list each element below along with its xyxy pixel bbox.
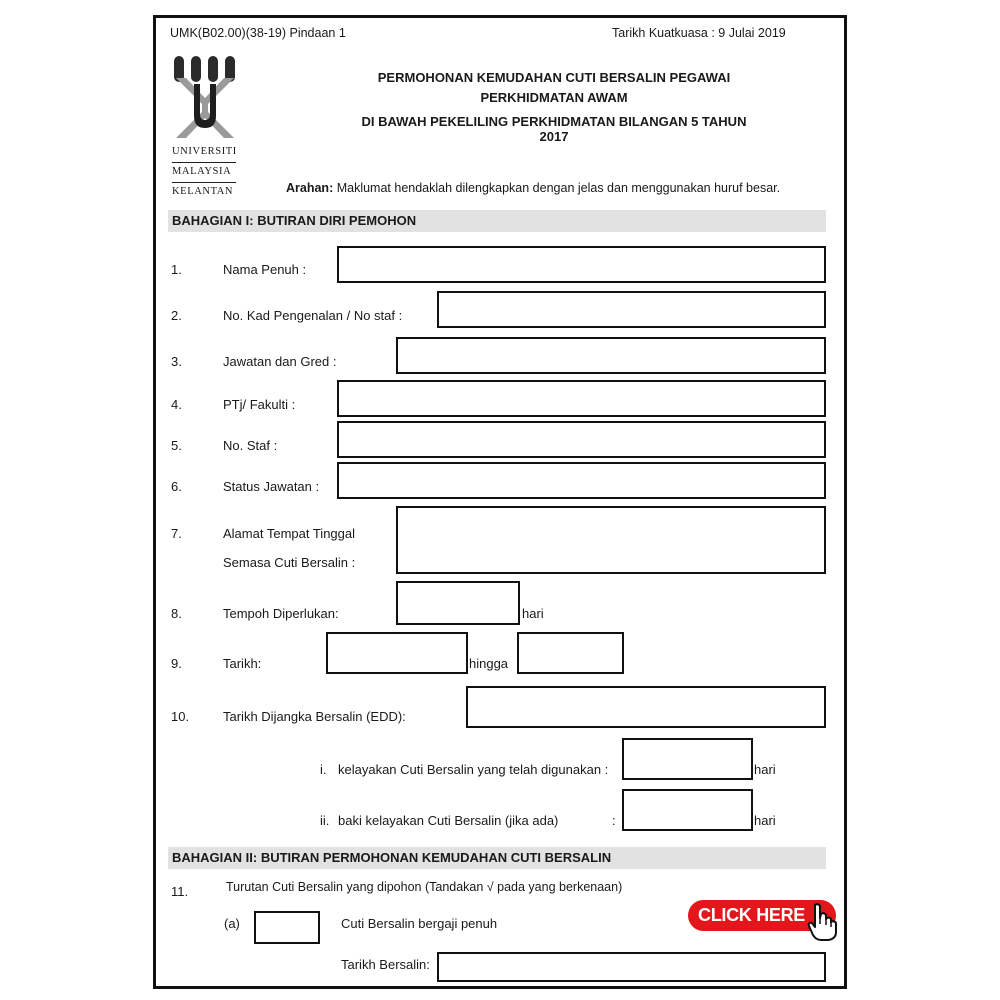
remaining-entitlement-label: baki kelayakan Cuti Bersalin (jika ada) xyxy=(338,813,559,828)
full-name-label: Nama Penuh : xyxy=(223,262,307,277)
staff-number-label: No. Staf : xyxy=(223,438,278,453)
duration-unit: hari xyxy=(522,606,544,621)
faculty-label: PTj/ Fakulti : xyxy=(223,397,296,412)
instruction xyxy=(286,181,780,195)
form-title-line-1: PERMOHONAN KEMUDAHAN CUTI BERSALIN PEGAWAI xyxy=(377,70,731,85)
section-1-header xyxy=(168,210,826,232)
logo-divider xyxy=(172,162,236,163)
duration-label: Tempoh Diperlukan: xyxy=(223,606,339,621)
used-entitlement-label: kelayakan Cuti Bersalin yang telah digunakan : xyxy=(338,762,609,777)
field-number: 7. xyxy=(171,526,182,541)
start-date-input[interactable] xyxy=(326,632,468,674)
full-pay-leave-text: Cuti Bersalin bergaji penuh xyxy=(341,916,498,931)
birth-date-input[interactable] xyxy=(437,952,826,982)
field-number: 8. xyxy=(171,606,182,621)
field-number: 9. xyxy=(171,656,182,671)
logo-text-kelantan: KELANTAN xyxy=(172,186,234,197)
address-label-line-2: Semasa Cuti Bersalin : xyxy=(223,555,356,570)
logo-divider xyxy=(172,182,236,183)
field-number: 2. xyxy=(171,308,182,323)
position-status-input[interactable] xyxy=(337,462,826,499)
form-title-line-3: DI BAWAH PEKELILING PERKHIDMATAN BILANGAN 5 TAHUN 2017 xyxy=(361,114,747,144)
position-grade-label: Jawatan dan Gred : xyxy=(223,354,337,369)
ic-number-input[interactable] xyxy=(437,291,826,328)
date-label: Tarikh: xyxy=(223,656,262,671)
option-a-label: (a) xyxy=(224,916,240,931)
form-page xyxy=(153,15,847,989)
edd-input[interactable] xyxy=(466,686,826,728)
position-status-label: Status Jawatan : xyxy=(223,479,320,494)
field-number: 4. xyxy=(171,397,182,412)
instruction-text: Maklumat hendaklah dilengkapkan dengan jelas dan menggunakan huruf besar. xyxy=(336,181,781,195)
field-number: 11. xyxy=(171,884,189,899)
sub-item-i-number: i. xyxy=(320,762,327,777)
faculty-input[interactable] xyxy=(337,380,826,417)
full-name-input[interactable] xyxy=(337,246,826,283)
effective-date: Tarikh Kuatkuasa : 9 Julai 2019 xyxy=(612,26,786,40)
click-here-label: CLICK HERE xyxy=(698,905,806,925)
edd-label: Tarikh Dijangka Bersalin (EDD): xyxy=(223,709,406,724)
field-number: 3. xyxy=(171,354,182,369)
logo-text-malaysia: MALAYSIA xyxy=(172,166,232,177)
end-date-input[interactable] xyxy=(517,632,624,674)
section-2-header xyxy=(168,847,826,869)
remaining-entitlement-input[interactable] xyxy=(622,789,753,831)
field-number: 6. xyxy=(171,479,182,494)
duration-input[interactable] xyxy=(396,581,520,625)
leave-sequence-question: Turutan Cuti Bersalin yang dipohon (Tandakan √ pada yang berkenaan) xyxy=(226,880,623,894)
section-2-title: BAHAGIAN II: BUTIRAN PERMOHONAN KEMUDAHAN CUTI BERSALIN xyxy=(172,850,612,865)
full-pay-leave-checkbox[interactable] xyxy=(254,911,320,944)
remaining-entitlement-colon: : xyxy=(612,813,616,828)
logo-text-universiti: UNIVERSITI xyxy=(172,146,237,157)
field-number: 5. xyxy=(171,438,182,453)
field-number: 1. xyxy=(171,262,182,277)
sub-item-ii-number: ii. xyxy=(320,813,330,828)
date-separator: hingga xyxy=(469,656,509,671)
instruction-label: Arahan: xyxy=(286,181,334,195)
section-1-title: BAHAGIAN I: BUTIRAN DIRI PEMOHON xyxy=(172,213,417,228)
ic-number-label: No. Kad Pengenalan / No staf : xyxy=(223,308,403,323)
field-number: 10. xyxy=(171,709,190,724)
used-entitlement-input[interactable] xyxy=(622,738,753,780)
address-label-line-1: Alamat Tempat Tinggal xyxy=(223,526,355,541)
birth-date-label: Tarikh Bersalin: xyxy=(341,957,430,972)
staff-number-input[interactable] xyxy=(337,421,826,458)
form-title-line-2: PERKHIDMATAN AWAM xyxy=(480,90,628,105)
used-entitlement-unit: hari xyxy=(754,762,776,777)
document-code: UMK(B02.00)(38-19) Pindaan 1 xyxy=(170,26,346,40)
position-grade-input[interactable] xyxy=(396,337,826,374)
hand-cursor-icon xyxy=(806,902,840,942)
address-input[interactable] xyxy=(396,506,826,574)
remaining-entitlement-unit: hari xyxy=(754,813,776,828)
